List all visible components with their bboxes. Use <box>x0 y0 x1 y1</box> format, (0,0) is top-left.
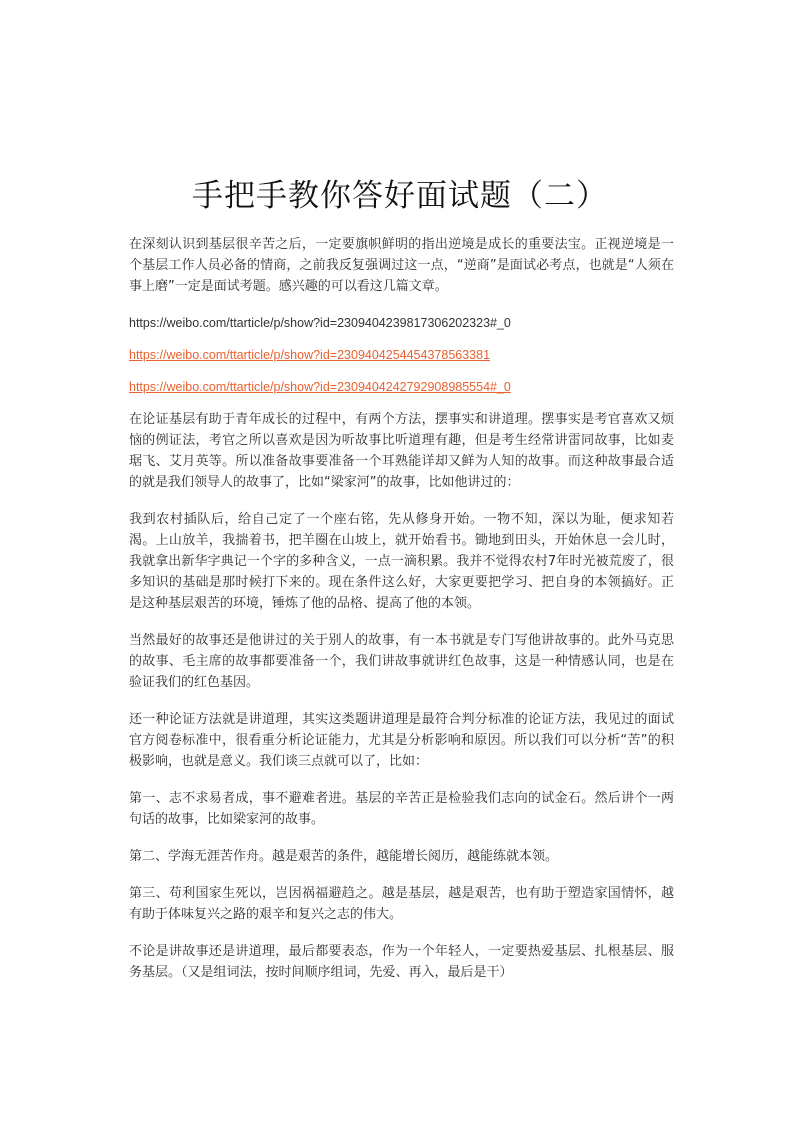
paragraph-quote: 我到农村插队后，给自己定了一个座右铭，先从修身开始。一物不知，深以为耻，便求知若渴。上山放羊，我揣着书，把羊圈在山坡上，就开始看书。锄地到田头，开始休息一会儿时，我就拿出新华字典记一个字的多种含义，一点一滴积累。我并不觉得农村7年时光被荒废了，很多知识的基础是那时候打下来的。现在条件这么好，大家更要把学习、把自身的本领搞好。正是这种基层艰苦的环境，锤炼了他的品格、提高了他的本领。 <box>129 512 674 611</box>
paragraph-point-3: 第三、苟利国家生死以，岂因祸福避趋之。越是基层，越是艰苦，也有助于塑造家国情怀，越有助于体味复兴之路的艰辛和复兴之志的伟大。 <box>129 886 674 922</box>
paragraph-point-2: 第二、学海无涯苦作舟。越是艰苦的条件，越能增长阅历，越能练就本领。 <box>129 849 559 864</box>
paragraph-closing: 不论是讲故事还是讲道理，最后都要表态，作为一个年轻人，一定要热爱基层、扎根基层、服务基层。（又是组词法，按时间顺序组词，先爱、再入，最后是干） <box>129 944 674 980</box>
paragraph-best-story: 当然最好的故事还是他讲过的关于别人的故事，有一本书就是专门写他讲故事的。此外马克思的故事、毛主席的故事都要准备一个，我们讲故事就讲红色故事，这是一种情感认同，也是在验证我们的红色基因。 <box>129 633 674 690</box>
url-link-3[interactable]: https://weibo.com/ttarticle/p/show?id=2309404242792908985554#_0 <box>129 380 511 394</box>
paragraph-point-1: 第一、志不求易者成，事不避难者进。基层的辛苦正是检验我们志向的试金石。然后讲个一两句话的故事，比如梁家河的故事。 <box>129 791 674 827</box>
article-body <box>129 234 674 999</box>
url-text-1: https://weibo.com/ttarticle/p/show?id=2309404239817306202323#_0 <box>129 316 511 330</box>
paragraph-intro: 在深刻认识到基层很辛苦之后，一定要旗帜鲜明的指出逆境是成长的重要法宝。正视逆境是一个基层工作人员必备的情商，之前我反复强调过这一点，“逆商”是面试必考点，也就是“人须在事上磨”一定是面试考题。感兴趣的可以看这几篇文章。 <box>129 237 674 294</box>
page-title: 手把手教你答好面试题（二） <box>192 178 608 214</box>
paragraph-method: 在论证基层有助于青年成长的过程中，有两个方法，摆事实和讲道理。摆事实是考官喜欢又烦恼的例证法，考官之所以喜欢是因为听故事比听道理有趣，但是考生经常讲雷同故事，比如麦琚飞、艾月英等。所以准备故事要准备一个耳熟能详却又鲜为人知的故事。而这种故事最合适的就是我们领导人的故事了，比如“梁家河”的故事，比如他讲过的： <box>129 412 674 490</box>
paragraph-reasoning: 还一种论证方法就是讲道理，其实这类题讲道理是最符合判分标准的论证方法，我见过的面试官方阅卷标准中，很看重分析论证能力，尤其是分析影响和原因。所以我们可以分析“苦”的积极影响，也就是意义。我们谈三点就可以了，比如： <box>129 712 674 769</box>
url-link-2[interactable]: https://weibo.com/ttarticle/p/show?id=2309404254454378563381 <box>129 348 491 362</box>
